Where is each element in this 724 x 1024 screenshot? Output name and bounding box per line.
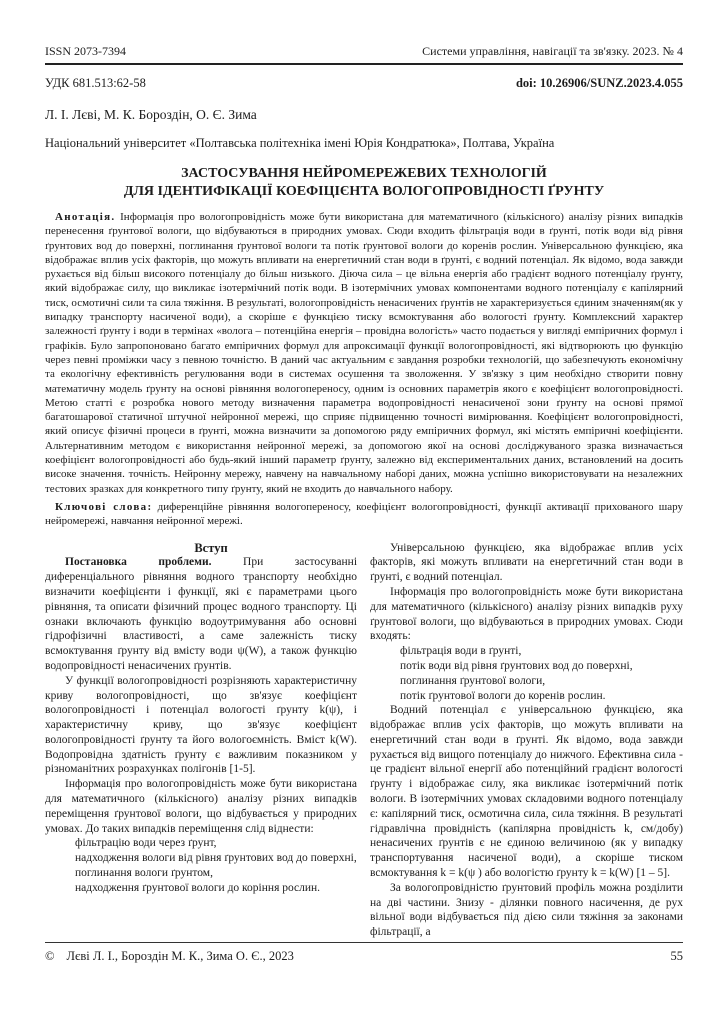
right-paragraph-1: Універсальною функцією, яка відображає вплив усіх факторів, які можуть впливати на енергетичний стан води в ґрунті, є водний потенціал. bbox=[370, 541, 683, 584]
abstract-paragraph bbox=[45, 210, 683, 496]
right-paragraph-2: Інформація про вологопровідність може бути використана для математичного (кількісного) аналізу різних випадків руху ґрунтової вологи, що відбуваються в природних умовах. Сюди входять: bbox=[370, 585, 683, 643]
left-paragraph-2: У функції вологопровідності розрізняють характеристичну криву вологопровідності, що зв'язує коефіцієнт вологопровідності і потенціал вологості ґрунту k(ψ), і характеристичну криву, що зв'язує коефіцієнт вологопровідності ґрунту та його вологоємність. Вміст k(W). Водопровідна здатність ґрунту є важливим показником у різноманітних розрахунках полігонів [1-5]. bbox=[45, 674, 357, 776]
paper-title bbox=[45, 165, 683, 200]
abstract-text: Інформація про вологопровідність може бути використана для математичного (кількісного) аналізу різних випадків перенесення ґрунтової вологи, що відбуваються в природних умовах. Сюди входить фільтрація води в ґрунті, потік води від рівня ґрунтових вод до поверхні, поглинання ґрунтової вологи та потік ґрунтової вологи до коренів рослин. Універсальною функцією, яка відображає вплив усіх факторів, що можуть впливати на енергетичний стан води в ґрунті, є водний потенціал. Як відомо, вода завжди рухається від більш високого потенціалу до більш низького. Діюча сила – це вільна енергія або градієнт водного потенціалу ґрунту, який відображає силу, що викликає ізотермічний потік води. В ізотермічних умовах компонентами водного потенціалу є капілярний тиск, осмотичні сили та сила тяжіння. В результаті, вологопровідність ненасичених ґрунтів не характеризується єдиним значенням(як у випадку транспорту насиченої води), а скоріше є функцією тиску всмоктування або вологості ґрунту. Комплексний характер залежності ґрунту і води в термінах «волога – потенційна енергія – провідна вологість» часто подається у вигляді емпіричних формул і графіків. Було запропоновано багато емпіричних формул для апроксимації функції вологопровідності, які відтворюють цю функцію через певні проміжки часу з певною точністю. В даний час актуальним є завдання розробки технологій, що забезпечують економічну та екологічну ефективність регулювання води в системах осушення та зволоження. У зв'язку з цим необхідно створити повну математичну модель ґрунту на основі рівняння вологопереносу, одним із основних параметрів якого є коефіцієнт вологопровідності. Метою статті є розробка нового методу визначення параметра водопровідності ненасиченої зони ґрунту на основі прямої багатошарової статичної штучної нейронної мережі, що сприяє підвищенню точності вимірювання. Коефіцієнт вологопровідності, який описує фізичні процеси в ґрунті, можна визначити за допомогою ряду емпіричних формул, які містять емпіричні коефіцієнти. Альтернативним методом є використання нейронної мережі, за допомогою якої на основі досліджуваного зразка визначається коефіцієнт вологопровідності або будь-який інший параметр ґрунту, залежно від експериментальних даних, встановлений на досить високе значення. точність. Нейронну мережу, навчену на навчальному наборі даних, можна успішно використовувати на незалежних тестових зразках для конкретного типу ґрунту, який не входить до навчального набору. bbox=[45, 211, 684, 495]
left-paragraph-1-text: При застосуванні диференціального рівняння водного транспорту необхідно визначити коефіцієнти і функції, які є параметрами цього рівняння, та описати фізичний процес водного транспорту. Ці ознаки включають функцію водоутримування або основні гідрофізичні властивості, а саме залежність тиску всмоктування ґрунту від вмісту води ψ(W), а також функцію водопровідності ненасичених ґрунтів. bbox=[45, 556, 358, 672]
right-column bbox=[370, 541, 683, 941]
journal-name: Системи управління, навігації та зв'язку. 2023. № 4 bbox=[422, 44, 683, 58]
page-footer bbox=[45, 942, 683, 964]
meta-row bbox=[45, 76, 683, 91]
udc-number: УДК 681.513:62-58 bbox=[45, 76, 146, 90]
two-column-body bbox=[45, 541, 683, 941]
right-list-item-1: фільтрація води в ґрунті, bbox=[400, 645, 522, 658]
paper-title-line1: ЗАСТОСУВАННЯ НЕЙРОМЕРЕЖЕВИХ ТЕХНОЛОГІЙ bbox=[181, 166, 547, 181]
affiliation-line: Національний університет «Полтавська політехніка імені Юрія Кондратюка», Полтава, Україна bbox=[45, 136, 555, 150]
left-list-item-1: фільтрацію води через ґрунт, bbox=[75, 837, 217, 850]
left-paragraph-3: Інформація про вологопровідність може бути використана для математичного (кількісного) аналізу різних випадків переміщення ґрунтової вологи, що відбувається у природних умовах. До таких випадків переміщення слід віднести: bbox=[45, 778, 357, 835]
copyright-text: Лєві Л. І., Бороздін М. К., Зима О. Є., 2023 bbox=[66, 949, 294, 963]
header-rule bbox=[45, 63, 683, 65]
section-heading-intro: Вступ bbox=[194, 540, 228, 555]
left-column bbox=[45, 541, 357, 941]
page-number: 55 bbox=[670, 949, 683, 963]
authors-line: Л. І. Лєві, М. К. Бороздін, О. Є. Зима bbox=[45, 107, 257, 122]
copyright-line bbox=[45, 949, 294, 964]
right-paragraph-3: Водний потенціал є універсальною функцією, яка відображає вплив усіх факторів, що можуть впливати на енергетичний стан води в ґрунті. Як відомо, вода завжди рухається від вищого потенціалу до нижчого. Ефективна сила - це градієнт вільної енергії або потенційний градієнт вологості ґрунту і відображає силу, яка викликає ізотермічний потік вологи. В ізотермічних умовах складовими водного потенціалу є: капілярний тиск, осмотична сила, сила тяжіння. В результаті гідравлічна провідність (капілярна провідність k, см/добу) ненасичених ґрунтів є не єдиною величиною (як у випадку транспортування насиченої води), а скоріше тиском всмоктування k = k(ψ ) або вологістю ґрунту k = k(W) [1 – 5]. bbox=[370, 704, 683, 880]
doi-number: doi: 10.26906/SUNZ.2023.4.055 bbox=[515, 76, 683, 90]
keywords-text: диференційне рівняння вологопереносу, коефіцієнт вологопровідності, функції активації прихованого шару нейромережі, навчання нейронної мережі. bbox=[45, 500, 683, 528]
right-list-item-3: поглинання ґрунтової вологи, bbox=[400, 674, 546, 687]
right-list-item-2: потік води від рівня ґрунтових вод до поверхні, bbox=[400, 659, 633, 672]
right-list-item-4: потік ґрунтової вологи до коренів рослин. bbox=[400, 689, 606, 702]
paper-title-line2: ДЛЯ ІДЕНТИФІКАЦІЇ КОЕФІЦІЄНТА ВОЛОГОПРОВІДНОСТІ ҐРУНТУ bbox=[123, 183, 605, 199]
copyright-symbol: © bbox=[45, 949, 55, 963]
abstract-label: Анотація. bbox=[55, 211, 116, 223]
left-list-item-4: надходження ґрунтової вологи до коріння рослин. bbox=[75, 881, 321, 894]
right-paragraph-4: За вологопровідністю ґрунтовий профіль можна розділити на дві частини. Знизу - ділянки повного насичення, де рух вільної води відбувається під дією сили тяжіння за законами фільтрації, а bbox=[370, 881, 683, 939]
issn-label: ISSN 2073-7394 bbox=[45, 44, 127, 58]
left-list-item-2: надходження вологи від рівня ґрунтових вод до поверхні, bbox=[75, 852, 357, 865]
keywords-paragraph bbox=[45, 500, 683, 529]
journal-header bbox=[45, 44, 683, 59]
left-list-item-3: поглинання вологи ґрунтом, bbox=[75, 867, 213, 880]
keywords-label: Ключові слова: bbox=[55, 500, 153, 513]
abstract-block bbox=[45, 210, 683, 529]
left-paragraph-1 bbox=[45, 555, 357, 673]
problem-statement-lead: Постановка проблеми. bbox=[65, 556, 212, 569]
